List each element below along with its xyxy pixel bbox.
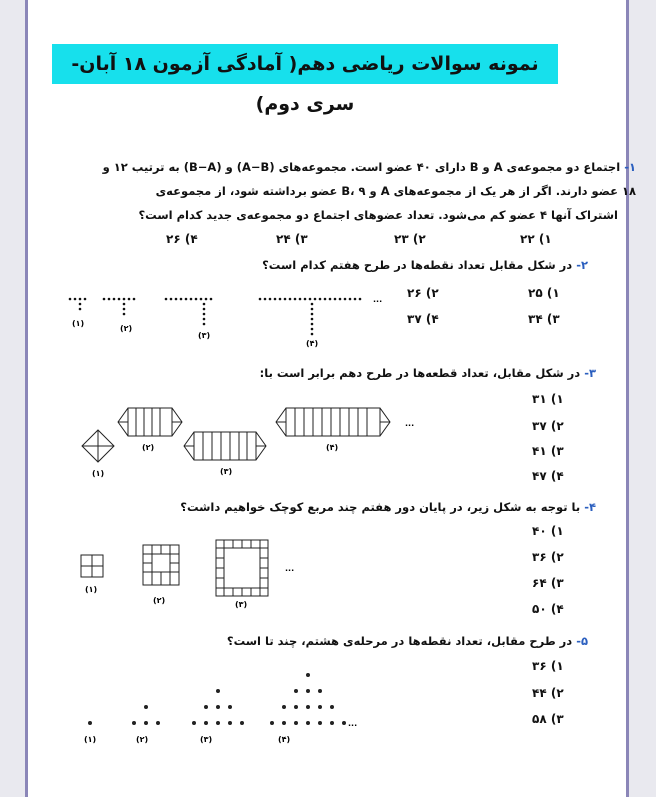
question-2 bbox=[262, 258, 588, 272]
question-text: در طرح مقابل، تعداد نقطه‌ها در مرحله‌ی هشتم، چند تا است؟ bbox=[226, 634, 573, 648]
option: ۴) ۳۷ bbox=[407, 312, 439, 326]
option: ۲) ۲۳ bbox=[394, 232, 426, 246]
question-number: ۳- bbox=[584, 366, 596, 380]
question-number: ۱- bbox=[624, 160, 636, 174]
option: ۱) ۴۰ bbox=[532, 524, 564, 538]
option: ۲) ۲۶ bbox=[407, 286, 439, 300]
option: ۲) ۳۶ bbox=[532, 550, 564, 564]
option: ۳) ۳۴ bbox=[528, 312, 560, 326]
figure-label: (۴) bbox=[326, 443, 339, 452]
figure-label: (۳) bbox=[198, 331, 211, 340]
option: ۳) ۶۴ bbox=[532, 576, 564, 590]
figure-label: (۱) bbox=[84, 735, 97, 744]
question-text: با توجه به شکل زیر، در پایان دور هفتم چند مربع کوچک خواهیم داشت؟ bbox=[180, 500, 581, 514]
figure-label: (۳) bbox=[200, 735, 213, 744]
figure-label: (۲) bbox=[136, 735, 149, 744]
question-3 bbox=[260, 366, 596, 380]
page-title: نمونه سوالات ریاضی دهم( آمادگی آزمون ۱۸ آبان-سری دوم) bbox=[52, 44, 558, 84]
question-1-line-2: ۱۸ عضو دارند. اگر از هر یک از مجموعه‌های A و B، ۹ عضو برداشته شود، از مجموعه‌ی bbox=[155, 184, 636, 198]
question-1-line-1 bbox=[103, 160, 636, 174]
square-pattern-figure bbox=[75, 535, 315, 613]
dot-pattern-figure bbox=[60, 292, 390, 348]
question-4 bbox=[180, 500, 596, 514]
question-number: ۵- bbox=[576, 634, 588, 648]
option: ۲) ۳۷ bbox=[532, 419, 564, 433]
question-text: در شکل مقابل تعداد نقطه‌ها در طرح هفتم کدام است؟ bbox=[262, 258, 573, 272]
figure-label: (۱) bbox=[72, 319, 85, 328]
figure-label: (۴) bbox=[278, 735, 291, 744]
question-number: ۲- bbox=[576, 258, 588, 272]
question-number: ۴- bbox=[584, 500, 596, 514]
figure-label: (۲) bbox=[153, 596, 166, 605]
option: ۱) ۲۵ bbox=[528, 286, 560, 300]
question-5 bbox=[227, 634, 588, 648]
question-1-line-3: اشتراک آنها ۴ عضو کم می‌شود. تعداد عضوهای اجتماع دو مجموعه‌ی جدید کدام است؟ bbox=[138, 208, 618, 222]
question-text: اجتماع دو مجموعه‌ی A و B دارای ۴۰ عضو است. مجموعه‌های (A−B) و (B−A) به ترتیب ۱۲ و bbox=[102, 160, 621, 174]
ellipsis: ... bbox=[405, 419, 415, 428]
figure-label: (۲) bbox=[142, 443, 155, 452]
figure-label: (۴) bbox=[306, 339, 319, 348]
option: ۳) ۵۸ bbox=[532, 712, 564, 726]
figure-label: (۳) bbox=[235, 600, 248, 609]
option: ۳) ۲۴ bbox=[276, 232, 308, 246]
question-text: در شکل مقابل، تعداد قطعه‌ها در طرح دهم برابر است با: bbox=[259, 366, 581, 380]
figure-label: (۱) bbox=[85, 585, 98, 594]
option: ۴) ۴۷ bbox=[532, 469, 564, 483]
figure-label: (۱) bbox=[92, 469, 105, 478]
ellipsis: ... bbox=[285, 564, 295, 573]
option: ۳) ۴۱ bbox=[532, 444, 564, 458]
option: ۱) ۲۲ bbox=[520, 232, 552, 246]
segment-pattern-figure bbox=[80, 402, 440, 484]
figure-label: (۲) bbox=[120, 324, 133, 333]
option: ۴) ۵۰ bbox=[532, 602, 564, 616]
ellipsis: ... bbox=[348, 719, 358, 728]
option: ۱) ۳۶ bbox=[532, 659, 564, 673]
triangle-dot-pattern-figure bbox=[78, 668, 368, 748]
figure-label: (۳) bbox=[220, 467, 233, 476]
ellipsis: ... bbox=[373, 295, 383, 304]
option: ۴) ۲۶ bbox=[166, 232, 198, 246]
option: ۲) ۴۴ bbox=[532, 686, 564, 700]
option: ۱) ۳۱ bbox=[532, 392, 564, 406]
